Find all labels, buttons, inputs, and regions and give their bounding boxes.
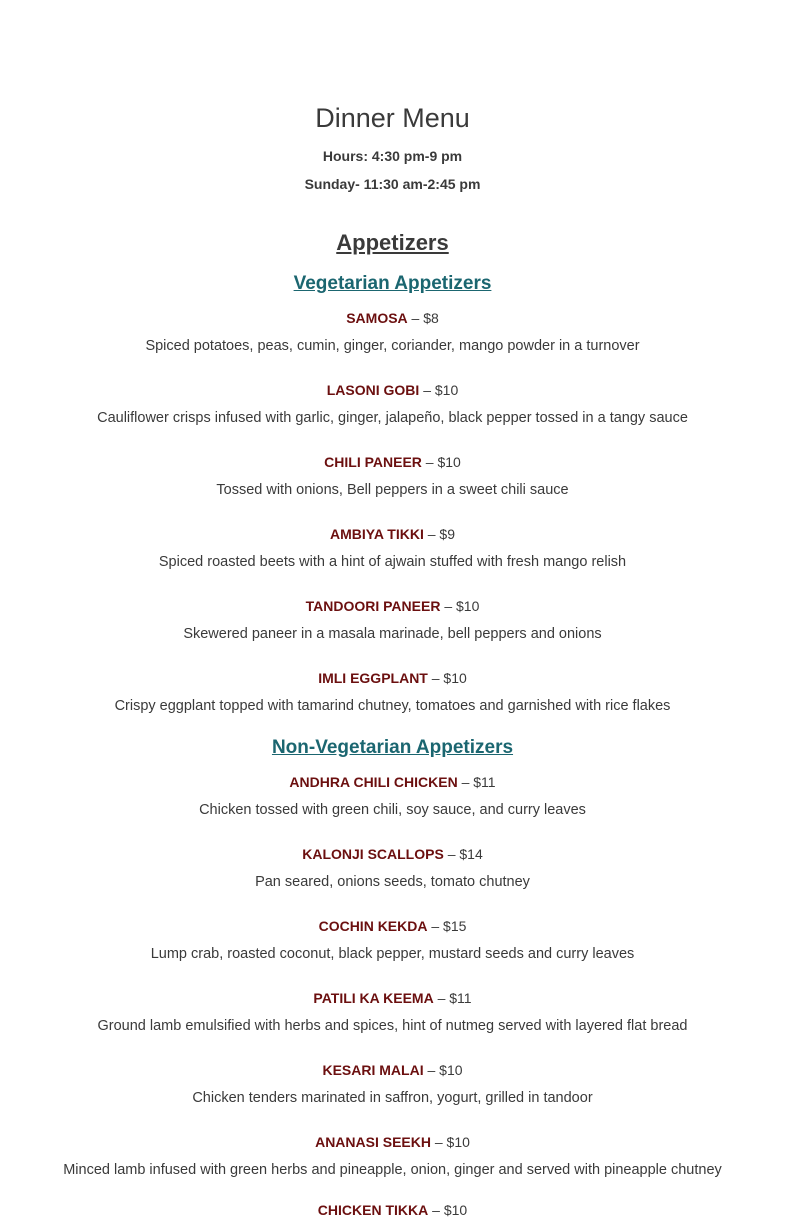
item-name: SAMOSA (346, 310, 408, 326)
item-description: Chicken tossed with green chili, soy sauce, and curry leaves (199, 802, 586, 818)
hours-weekday: Hours: 4:30 pm-9 pm (322, 148, 463, 164)
item-name: AMBIYA TIKKI (330, 526, 424, 542)
item-description: Ground lamb emulsified with herbs and spices, hint of nutmeg served with layered flat bread (97, 1018, 688, 1034)
item-name: TANDOORI PANEER (305, 598, 441, 614)
item-name: ANANASI SEEKH (315, 1134, 431, 1150)
item-price: – $11 (433, 990, 472, 1006)
item-price: – $10 (419, 382, 459, 398)
item-description: Skewered paneer in a masala marinade, bell peppers and onions (183, 626, 602, 642)
item-name: COCHIN KEKDA (318, 918, 428, 934)
menu-item-chicken-tikka (0, 1200, 785, 1220)
menu-item-ambiya-tikki (0, 524, 785, 544)
item-price: – $10 (430, 1134, 470, 1150)
menu-item-cochin-kekda (0, 916, 785, 936)
item-price: – $11 (457, 774, 496, 790)
item-description: Crispy eggplant topped with tamarind chutney, tomatoes and garnished with rice flakes (114, 698, 671, 714)
item-price: – $10 (423, 1062, 463, 1078)
item-price: – $15 (427, 918, 467, 934)
page-title: Dinner Menu (315, 103, 470, 133)
menu-item-patili-ka-keema (0, 988, 785, 1008)
item-description: Pan seared, onions seeds, tomato chutney (255, 874, 530, 890)
item-price: – $10 (428, 1202, 468, 1218)
item-price: – $10 (421, 454, 461, 470)
menu-item-tandoori-paneer (0, 596, 785, 616)
menu-item-ananasi-seekh (0, 1132, 785, 1152)
menu-item-chili-paneer (0, 452, 785, 472)
item-name: CHILI PANEER (324, 454, 422, 470)
menu-item-samosa (0, 308, 785, 328)
veg-appetizers-link[interactable]: Vegetarian Appetizers (293, 273, 492, 294)
item-name: IMLI EGGPLANT (318, 670, 428, 686)
item-description: Tossed with onions, Bell peppers in a sweet chili sauce (216, 482, 569, 498)
item-description: Spiced potatoes, peas, cumin, ginger, coriander, mango powder in a turnover (145, 338, 640, 354)
menu-item-kalonji-scallops (0, 844, 785, 864)
item-price: – $10 (440, 598, 480, 614)
item-description: Spiced roasted beets with a hint of ajwain stuffed with fresh mango relish (158, 554, 627, 570)
hours-sunday: Sunday- 11:30 am-2:45 pm (304, 176, 481, 192)
menu-item-lasoni-gobi (0, 380, 785, 400)
item-description: Minced lamb infused with green herbs and pineapple, onion, ginger and served with pineapple chutney (63, 1162, 722, 1178)
menu-item-andhra-chili-chicken (0, 772, 785, 792)
item-price: – $9 (423, 526, 455, 542)
menu-item-imli-eggplant (0, 668, 785, 688)
item-description: Lump crab, roasted coconut, black pepper, mustard seeds and curry leaves (150, 946, 635, 962)
item-name: CHICKEN TIKKA (317, 1202, 429, 1218)
item-description: Cauliflower crisps infused with garlic, ginger, jalapeño, black pepper tossed in a tangy sauce (97, 410, 688, 426)
item-price: – $10 (427, 670, 467, 686)
item-name: PATILI KA KEEMA (313, 990, 434, 1006)
item-name: ANDHRA CHILI CHICKEN (289, 774, 458, 790)
item-name: KESARI MALAI (322, 1062, 424, 1078)
item-description: Chicken tenders marinated in saffron, yogurt, grilled in tandoor (192, 1090, 593, 1106)
item-name: LASONI GOBI (326, 382, 420, 398)
nonveg-appetizers-link[interactable]: Non-Vegetarian Appetizers (271, 737, 514, 758)
menu-item-kesari-malai (0, 1060, 785, 1080)
section-heading-appetizers: Appetizers (336, 230, 449, 255)
item-price: – $14 (443, 846, 483, 862)
item-name: KALONJI SCALLOPS (302, 846, 444, 862)
item-price: – $8 (407, 310, 439, 326)
